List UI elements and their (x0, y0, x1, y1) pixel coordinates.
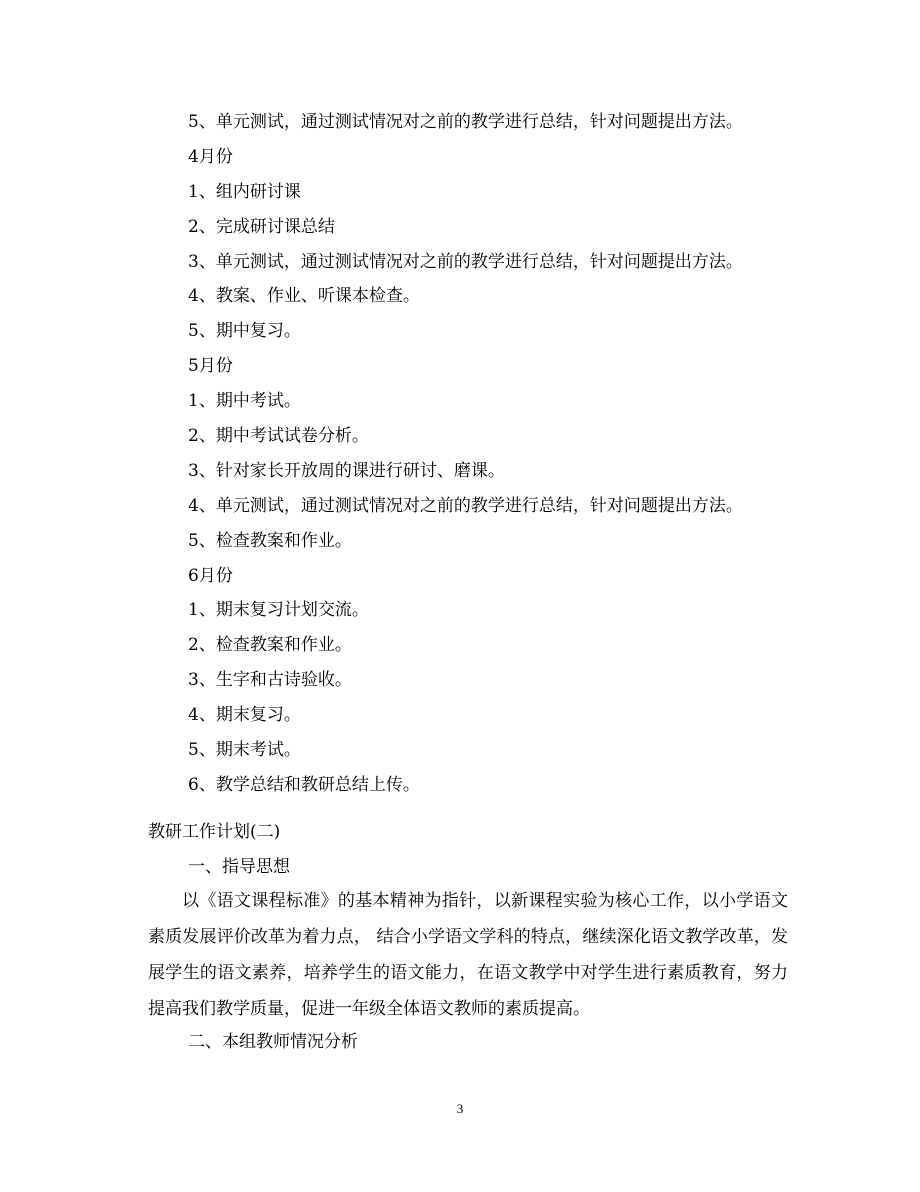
section-heading-guiding-ideas: 一、指导思想 (188, 857, 290, 877)
month-heading-may: 5月份 (188, 356, 233, 377)
list-item: 3、生字和古诗验收。 (188, 670, 352, 691)
list-item: 5、单元测试，通过测试情况对之前的教学进行总结，针对问题提出方法。 (188, 112, 743, 132)
list-item: 2、完成研讨课总结 (188, 216, 335, 237)
page-number: 3 (456, 1101, 464, 1116)
list-item: 5、检查教案和作业。 (188, 530, 352, 551)
monthly-plan-list (188, 112, 788, 810)
list-item: 1、期末复习计划交流。 (188, 600, 369, 621)
list-item: 1、组内研讨课 (188, 181, 301, 202)
list-item: 5、期中复习。 (188, 321, 301, 342)
list-item: 3、针对家长开放周的课进行研讨、磨课。 (188, 460, 505, 481)
list-item: 5、期末考试。 (188, 740, 301, 761)
list-item: 3、单元测试，通过测试情况对之前的教学进行总结，针对问题提出方法。 (188, 251, 743, 272)
list-item: 1、期中考试。 (188, 391, 301, 412)
list-item: 4、期末复习。 (188, 705, 301, 726)
list-item: 6、教学总结和教研总结上传。 (188, 774, 420, 795)
list-item: 2、期中考试试卷分析。 (188, 426, 369, 447)
guiding-ideas-paragraph: 以《语文课程标准》的基本精神为指针，以新课程实验为核心工作，以小学语文素质发展评价改革为着力点， 结合小学语文学科的特点，继续深化语文教学改革，发展学生的语文素养，培养学生的语文能力，在语文教学中对学生进行素质教育，努力提高我们教学质量，促进一年级全体语文教师的素质提高。 (148, 891, 788, 1019)
list-item: 4、教案、作业、听课本检查。 (188, 286, 420, 307)
section-heading-teacher-analysis: 二、本组教师情况分析 (188, 1032, 358, 1052)
list-item: 2、检查教案和作业。 (188, 635, 352, 656)
month-heading-june: 6月份 (188, 565, 233, 586)
month-heading-april: 4月份 (188, 146, 233, 167)
plan-title: 教研工作计划(二) (148, 822, 281, 842)
list-item: 4、单元测试，通过测试情况对之前的教学进行总结，针对问题提出方法。 (188, 495, 743, 516)
